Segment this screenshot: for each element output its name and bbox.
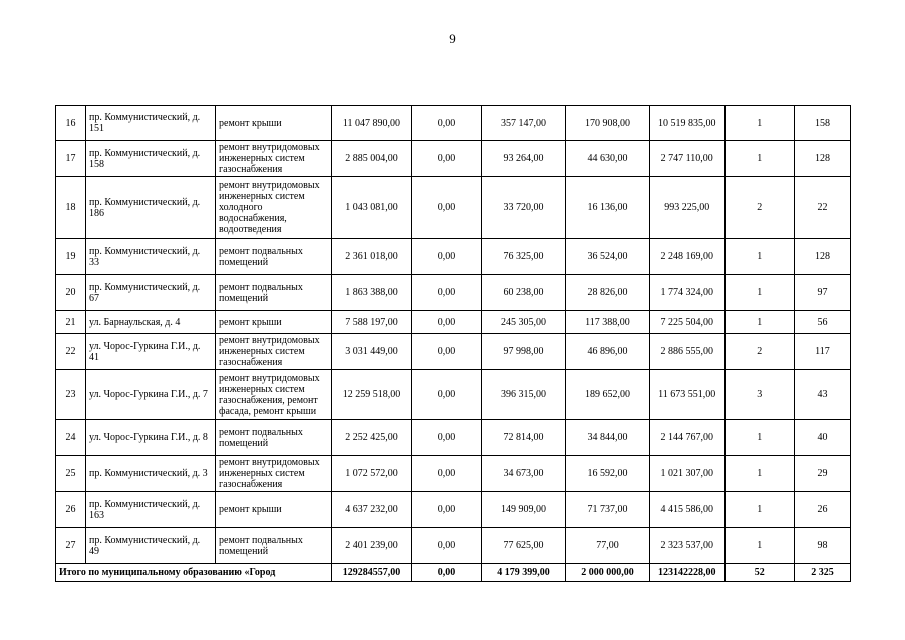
row-col-4: 2 747 110,00 (650, 141, 725, 177)
row-col-1: 0,00 (412, 420, 482, 456)
table-row (56, 492, 851, 528)
row-col-2: 33 720,00 (482, 177, 566, 239)
table-row (56, 420, 851, 456)
row-col-4: 11 673 551,00 (650, 370, 725, 420)
row-col-6: 22 (795, 177, 851, 239)
total-col-1: 0,00 (412, 564, 482, 582)
row-col-1: 0,00 (412, 239, 482, 275)
total-cost: 129284557,00 (332, 564, 412, 582)
row-col-2: 72 814,00 (482, 420, 566, 456)
row-work-type: ремонт подвальных помещений (216, 275, 332, 311)
row-col-1: 0,00 (412, 106, 482, 141)
row-col-3: 44 630,00 (566, 141, 650, 177)
row-address: пр. Коммунистический, д. 163 (86, 492, 216, 528)
row-col-3: 117 388,00 (566, 311, 650, 334)
row-col-6: 98 (795, 528, 851, 564)
total-col-5: 52 (725, 564, 795, 582)
row-col-2: 60 238,00 (482, 275, 566, 311)
row-col-3: 71 737,00 (566, 492, 650, 528)
row-col-6: 56 (795, 311, 851, 334)
row-number: 21 (56, 311, 86, 334)
row-total-cost: 2 252 425,00 (332, 420, 412, 456)
row-work-type: ремонт подвальных помещений (216, 239, 332, 275)
row-col-2: 149 909,00 (482, 492, 566, 528)
row-total-cost: 3 031 449,00 (332, 334, 412, 370)
row-col-4: 2 323 537,00 (650, 528, 725, 564)
row-address: пр. Коммунистический, д. 33 (86, 239, 216, 275)
row-total-cost: 7 588 197,00 (332, 311, 412, 334)
row-col-6: 128 (795, 141, 851, 177)
row-col-1: 0,00 (412, 456, 482, 492)
row-col-4: 993 225,00 (650, 177, 725, 239)
row-total-cost: 2 361 018,00 (332, 239, 412, 275)
row-col-1: 0,00 (412, 311, 482, 334)
row-address: ул. Чорос-Гуркина Г.И., д. 8 (86, 420, 216, 456)
row-address: ул. Чорос-Гуркина Г.И., д. 7 (86, 370, 216, 420)
row-col-6: 29 (795, 456, 851, 492)
row-col-1: 0,00 (412, 528, 482, 564)
row-col-1: 0,00 (412, 492, 482, 528)
row-col-6: 40 (795, 420, 851, 456)
table-row (56, 456, 851, 492)
row-col-5: 3 (725, 370, 795, 420)
table-row (56, 275, 851, 311)
row-work-type: ремонт крыши (216, 106, 332, 141)
row-col-6: 128 (795, 239, 851, 275)
row-col-2: 245 305,00 (482, 311, 566, 334)
row-col-3: 28 826,00 (566, 275, 650, 311)
row-address: ул. Чорос-Гуркина Г.И., д. 41 (86, 334, 216, 370)
row-col-4: 7 225 504,00 (650, 311, 725, 334)
row-col-4: 4 415 586,00 (650, 492, 725, 528)
total-col-3: 2 000 000,00 (566, 564, 650, 582)
row-address: пр. Коммунистический, д. 151 (86, 106, 216, 141)
row-col-2: 34 673,00 (482, 456, 566, 492)
table-body (56, 106, 851, 582)
row-col-3: 189 652,00 (566, 370, 650, 420)
table-row (56, 334, 851, 370)
row-address: пр. Коммунистический, д. 3 (86, 456, 216, 492)
row-total-cost: 2 885 004,00 (332, 141, 412, 177)
row-number: 19 (56, 239, 86, 275)
row-work-type: ремонт подвальных помещений (216, 420, 332, 456)
row-col-4: 10 519 835,00 (650, 106, 725, 141)
table-row (56, 177, 851, 239)
row-address: пр. Коммунистический, д. 158 (86, 141, 216, 177)
row-col-5: 1 (725, 528, 795, 564)
row-col-6: 97 (795, 275, 851, 311)
row-number: 23 (56, 370, 86, 420)
row-col-3: 16 136,00 (566, 177, 650, 239)
row-col-1: 0,00 (412, 370, 482, 420)
row-col-5: 1 (725, 275, 795, 311)
row-col-2: 357 147,00 (482, 106, 566, 141)
row-col-5: 1 (725, 141, 795, 177)
row-total-cost: 11 047 890,00 (332, 106, 412, 141)
row-total-cost: 12 259 518,00 (332, 370, 412, 420)
row-col-2: 97 998,00 (482, 334, 566, 370)
row-col-3: 34 844,00 (566, 420, 650, 456)
row-col-6: 158 (795, 106, 851, 141)
row-number: 27 (56, 528, 86, 564)
table-row (56, 528, 851, 564)
row-col-5: 1 (725, 106, 795, 141)
row-col-6: 117 (795, 334, 851, 370)
row-col-4: 1 021 307,00 (650, 456, 725, 492)
total-row (56, 564, 851, 582)
row-number: 16 (56, 106, 86, 141)
row-work-type: ремонт внутридомовых инженерных систем холодного водоснабжения, водоотведения (216, 177, 332, 239)
row-number: 18 (56, 177, 86, 239)
row-col-3: 16 592,00 (566, 456, 650, 492)
row-total-cost: 4 637 232,00 (332, 492, 412, 528)
row-col-5: 1 (725, 420, 795, 456)
row-col-2: 396 315,00 (482, 370, 566, 420)
row-number: 25 (56, 456, 86, 492)
row-total-cost: 1 072 572,00 (332, 456, 412, 492)
row-number: 22 (56, 334, 86, 370)
row-col-3: 170 908,00 (566, 106, 650, 141)
row-col-5: 1 (725, 456, 795, 492)
row-col-1: 0,00 (412, 334, 482, 370)
row-col-1: 0,00 (412, 177, 482, 239)
row-address: ул. Барнаульская, д. 4 (86, 311, 216, 334)
row-number: 26 (56, 492, 86, 528)
row-address: пр. Коммунистический, д. 49 (86, 528, 216, 564)
row-work-type: ремонт внутридомовых инженерных систем газоснабжения (216, 456, 332, 492)
row-col-5: 2 (725, 177, 795, 239)
row-col-3: 46 896,00 (566, 334, 650, 370)
page-number: 9 (449, 31, 456, 46)
row-col-1: 0,00 (412, 141, 482, 177)
row-number: 17 (56, 141, 86, 177)
row-work-type: ремонт крыши (216, 492, 332, 528)
row-total-cost: 2 401 239,00 (332, 528, 412, 564)
total-col-2: 4 179 399,00 (482, 564, 566, 582)
row-col-1: 0,00 (412, 275, 482, 311)
row-col-2: 93 264,00 (482, 141, 566, 177)
row-address: пр. Коммунистический, д. 186 (86, 177, 216, 239)
total-col-4: 123142228,00 (650, 564, 725, 582)
row-address: пр. Коммунистический, д. 67 (86, 275, 216, 311)
row-work-type: ремонт внутридомовых инженерных систем газоснабжения (216, 334, 332, 370)
row-col-2: 76 325,00 (482, 239, 566, 275)
row-work-type: ремонт внутридомовых инженерных систем газоснабжения (216, 141, 332, 177)
row-col-2: 77 625,00 (482, 528, 566, 564)
row-work-type: ремонт внутридомовых инженерных систем газоснабжения, ремонт фасада, ремонт крыши (216, 370, 332, 420)
row-col-4: 2 886 555,00 (650, 334, 725, 370)
row-number: 20 (56, 275, 86, 311)
table-row (56, 106, 851, 141)
row-col-5: 2 (725, 334, 795, 370)
row-number: 24 (56, 420, 86, 456)
row-total-cost: 1 863 388,00 (332, 275, 412, 311)
table-row (56, 141, 851, 177)
capital-repair-table (55, 105, 851, 582)
table-row (56, 311, 851, 334)
total-label: Итого по муниципальному образованию «Город (56, 564, 332, 582)
row-total-cost: 1 043 081,00 (332, 177, 412, 239)
row-work-type: ремонт крыши (216, 311, 332, 334)
row-col-4: 2 144 767,00 (650, 420, 725, 456)
row-col-4: 2 248 169,00 (650, 239, 725, 275)
table-row (56, 370, 851, 420)
total-col-6: 2 325 (795, 564, 851, 582)
row-work-type: ремонт подвальных помещений (216, 528, 332, 564)
row-col-6: 26 (795, 492, 851, 528)
row-col-4: 1 774 324,00 (650, 275, 725, 311)
row-col-5: 1 (725, 492, 795, 528)
row-col-5: 1 (725, 239, 795, 275)
row-col-5: 1 (725, 311, 795, 334)
row-col-3: 77,00 (566, 528, 650, 564)
row-col-3: 36 524,00 (566, 239, 650, 275)
table-row (56, 239, 851, 275)
row-col-6: 43 (795, 370, 851, 420)
